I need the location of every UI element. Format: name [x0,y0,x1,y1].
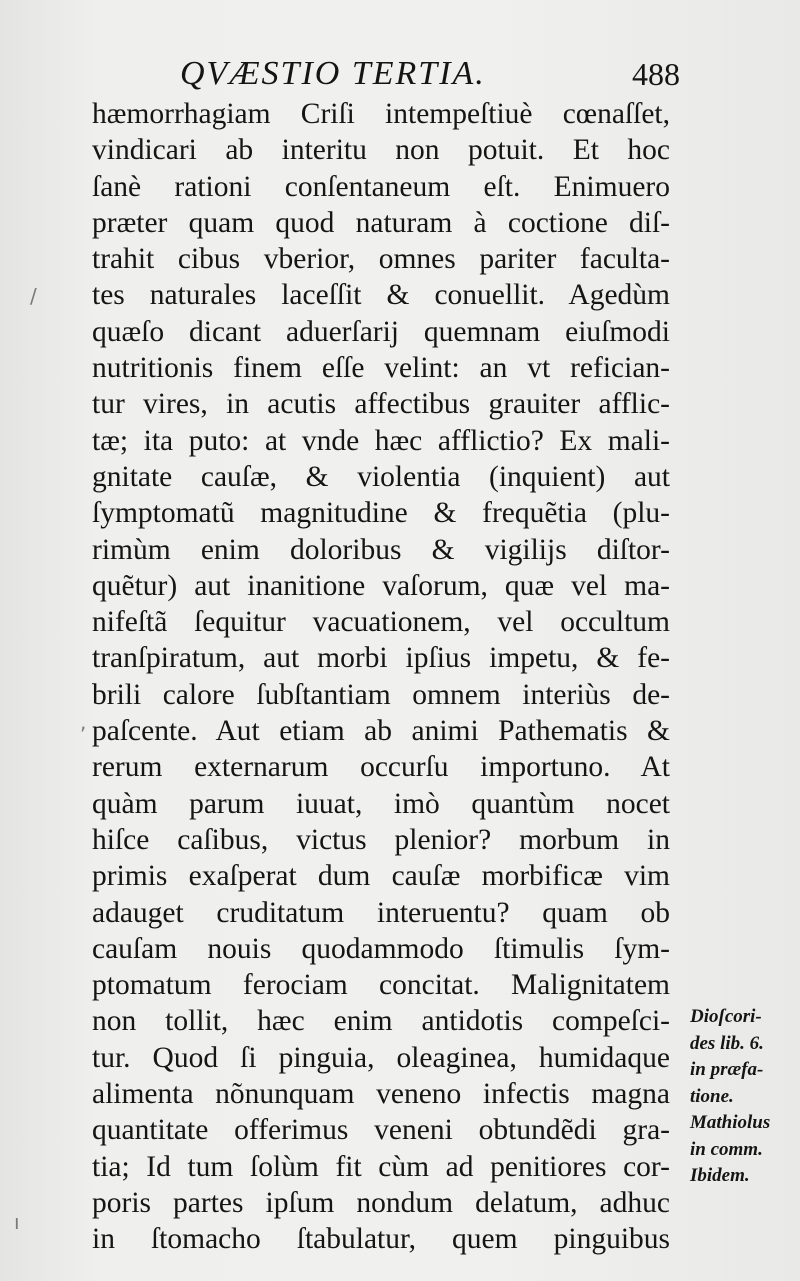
text-line: rimùm enim doloribus & vigilijs diſtor- [92,533,670,566]
text-line: in ſtomacho ſtabulatur, quem pinguibus [92,1223,670,1256]
text-line: brili calore ſubſtantiam omnem interiùs de- [92,678,670,711]
text-line: nifeſtã ſequitur vacuationem, vel occultum [92,606,670,639]
text-line: tia; Id tum ſolùm fit cùm ad penitiores cor- [92,1150,670,1183]
text-line: paſcente. Aut etiam ab animi Pathematis & [92,715,670,748]
text-line: tes naturales laceſſit & conuellit. Agedùm [92,279,670,312]
text-line: tæ; ita puto: at vnde hæc afflictio? Ex mali- [92,424,670,457]
text-line: quàm parum iuuat, imò quantùm nocet [92,787,670,820]
text-line: nutritionis finem eſſe velint: an vt refician- [92,352,670,385]
main-text-block [92,96,670,1258]
stray-mark: / [30,284,37,308]
marginal-note-line: Dioſcori- [690,1006,762,1027]
text-line: hæmorrhagiam Criſi intempeſtiuè cœnaſſet, [92,98,670,130]
marginal-note [690,1004,800,1190]
text-line: quæſo dicant aduerſarij quemnam eiuſmodi [92,315,670,348]
text-line: hiſce caſibus, victus plenior? morbum in [92,823,670,856]
running-head [160,52,700,96]
text-line: quẽtur) aut inanitione vaſorum, quæ vel ma- [92,569,670,602]
text-line: tur vires, in acutis affectibus grauiter afflic- [92,388,670,421]
marginal-note-line: des lib. 6. [690,1032,764,1054]
marginal-note-line: in præfa- [690,1059,764,1080]
stray-mark: , [80,710,87,734]
text-line: trahit cibus vberior, omnes pariter faculta- [92,243,670,276]
stray-mark: ı [14,1210,20,1234]
marginal-note-line: Mathiolus [690,1112,771,1133]
text-line: poris partes ipſum nondum delatum, adhuc [92,1186,670,1219]
marginal-note-line: tione. [690,1085,734,1107]
text-line: quantitate offerimus veneni obtundẽdi gra- [92,1114,670,1147]
marginal-note-line: in comm. [690,1138,763,1160]
text-line: præter quam quod naturam à coctione diſ- [92,206,670,239]
text-line: alimenta nõnunquam veneno infectis magna [92,1078,670,1111]
text-line: tranſpiratum, aut morbi ipſius impetu, & fe- [92,642,670,675]
page-number: 488 [632,56,680,92]
text-line: ptomatum ferociam concitat. Malignitatem [92,969,670,1002]
text-line: adauget cruditatum interuentu? quam ob [92,896,670,929]
text-line: ſymptomatũ magnitudine & frequẽtia (plu- [92,497,670,530]
text-line: vindicari ab interitu non potuit. Et hoc [92,134,670,167]
text-line: ſanè rationi conſentaneum eſt. Enimuero [92,170,670,203]
text-line: rerum externarum occurſu importuno. At [92,751,670,784]
running-title: QVÆSTIO TERTIA. [180,55,486,92]
text-line: cauſam nouis quodammodo ſtimulis ſym- [92,932,670,965]
text-line: tur. Quod ſi pinguia, oleaginea, humidaque [92,1041,670,1074]
text-line: primis exaſperat dum cauſæ morbificæ vim [92,860,670,893]
marginal-note-line: Ibidem. [690,1165,750,1186]
text-line: gnitate cauſæ, & violentia (inquient) aut [92,460,670,493]
text-line: non tollit, hæc enim antidotis compeſci- [92,1005,670,1038]
